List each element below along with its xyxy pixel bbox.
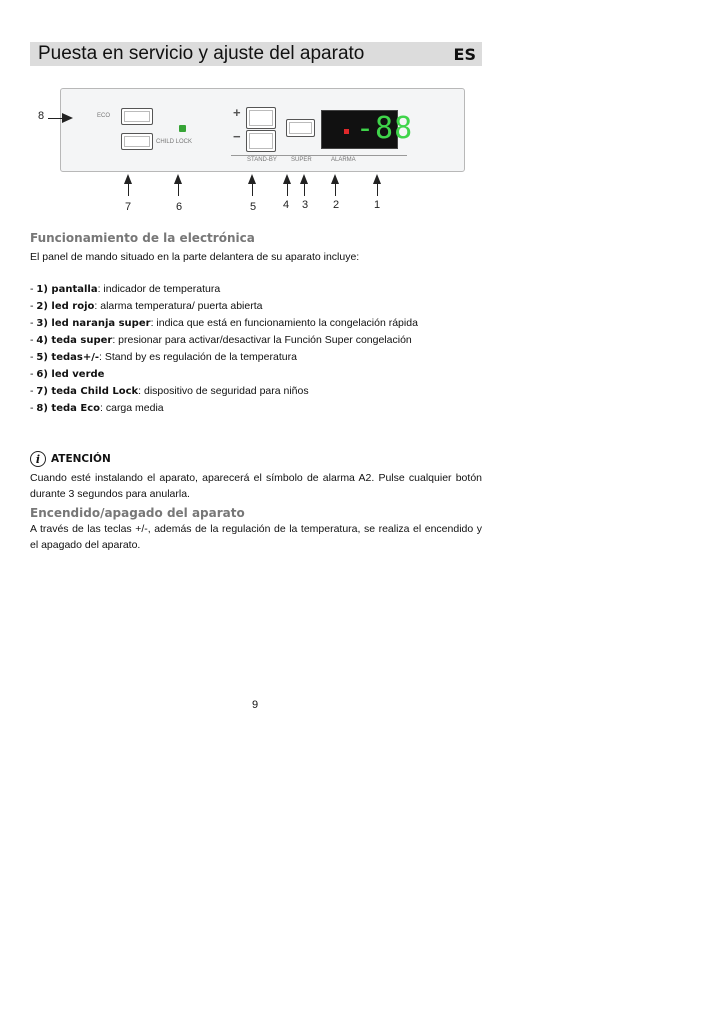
arrow-right-icon: [48, 115, 74, 121]
list-item-key: 4) teda super: [36, 335, 113, 346]
super-label: SUPER: [291, 157, 312, 163]
minus-sign: −: [233, 129, 241, 144]
arrow-up-icon: [330, 174, 340, 196]
list-item: - 5) tedas+/-: Stand by es regulación de la temperatura: [30, 351, 297, 363]
minus-key: [246, 130, 276, 152]
arrow-up-icon: [173, 174, 183, 196]
attention-text: Cuando esté instalando el aparato, aparecerá el símbolo de alarma A2. Pulse cualquier botón durante 3 segundos para anularla.: [30, 472, 482, 500]
list-item-key: 7) teda Child Lock: [36, 386, 139, 397]
arrow-up-icon: [299, 174, 309, 196]
page-title: Puesta en servicio y ajuste del aparato: [38, 43, 365, 64]
plus-sign: +: [233, 105, 241, 120]
info-icon: i: [30, 451, 46, 467]
callout-1: 1: [374, 199, 381, 211]
arrow-up-icon: [282, 174, 292, 196]
standby-label: STAND-BY: [247, 157, 277, 163]
plus-key: [246, 107, 276, 129]
list-item-key: 6) led verde: [36, 369, 105, 380]
attention-label: ATENCIÓN: [51, 453, 111, 465]
callout-6: 6: [176, 201, 183, 213]
callout-4: 4: [283, 199, 290, 211]
list-item-text: : dispositivo de seguridad para niños: [138, 385, 309, 397]
callout-3: 3: [302, 199, 309, 211]
temperature-display: [321, 110, 414, 149]
list-item-key: 2) led rojo: [36, 301, 95, 312]
alarm-label: ALARMA: [331, 157, 356, 163]
section-text: A través de las teclas +/-, además de la regulación de la temperatura, se realiza el encendido y el apagado del aparato.: [30, 523, 482, 551]
panel-divider: [231, 155, 407, 156]
callout-2: 2: [333, 199, 340, 211]
language-code: ES: [453, 44, 476, 64]
page-header: [30, 42, 482, 66]
section-heading: Funcionamiento de la electrónica: [30, 231, 255, 245]
list-item-text: : alarma temperatura/ puerta abierta: [94, 300, 263, 312]
callout-5: 5: [250, 201, 257, 213]
child-lock-label: CHILD LOCK: [156, 139, 193, 145]
list-item-key: 8) teda Eco: [36, 403, 101, 414]
child-lock-key: [121, 133, 153, 150]
list-item-text: : Stand by es regulación de la temperatura: [99, 351, 297, 363]
super-key: [286, 119, 315, 137]
display-digits: -88: [356, 111, 414, 146]
eco-key: [121, 108, 153, 125]
list-item: - 7) teda Child Lock: dispositivo de seguridad para niños: [30, 385, 309, 397]
list-item-text: : presionar para activar/desactivar la Función Super congelación: [112, 334, 412, 346]
section-heading: Encendido/apagado del aparato: [30, 506, 245, 520]
list-item-text: : indicador de temperatura: [97, 283, 221, 295]
red-led: [344, 129, 349, 134]
arrow-up-icon: [372, 174, 382, 196]
list-item: - 4) teda super: presionar para activar/desactivar la Función Super congelación: [30, 334, 412, 346]
list-item-key: 3) led naranja super: [36, 318, 151, 329]
list-item: - 3) led naranja super: indica que está en funcionamiento la congelación rápida: [30, 317, 418, 329]
list-item-text: : indica que está en funcionamiento la congelación rápida: [150, 317, 418, 329]
arrow-up-icon: [123, 174, 133, 196]
green-led: [179, 125, 186, 132]
page-number: 9: [252, 699, 259, 711]
list-item-key: 1) pantalla: [36, 284, 98, 295]
list-item: - 2) led rojo: alarma temperatura/ puerta abierta: [30, 300, 263, 312]
callout-8: 8: [38, 110, 45, 122]
list-item-text: : carga media: [100, 402, 164, 414]
section-intro: El panel de mando situado en la parte delantera de su aparato incluye:: [30, 251, 360, 263]
attention-heading: [30, 451, 111, 467]
callout-7: 7: [125, 201, 132, 213]
list-item: - 8) teda Eco: carga media: [30, 402, 164, 414]
list-item: - 1) pantalla: indicador de temperatura: [30, 283, 221, 295]
control-panel-illustration: [60, 88, 465, 172]
list-item-key: 5) tedas+/-: [36, 352, 100, 363]
list-item: - 6) led verde: [30, 368, 105, 380]
eco-label: ECO: [97, 113, 111, 119]
arrow-up-icon: [247, 174, 257, 196]
